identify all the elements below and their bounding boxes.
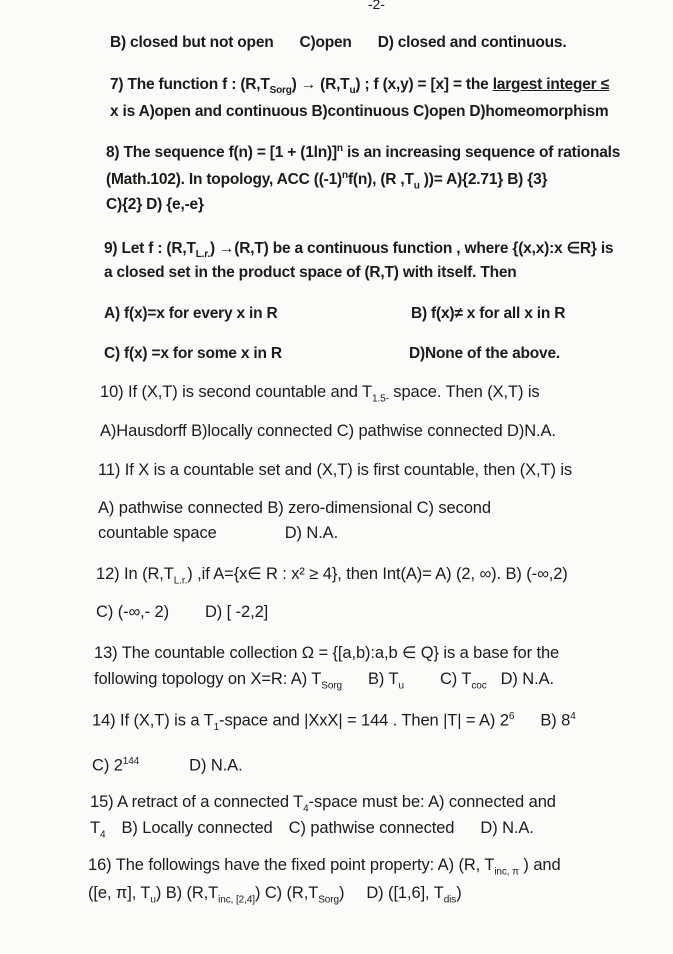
q13-line-1: 13) The countable collection Ω = {[a,b):a,b ∈ Q} is a base for the [94, 644, 560, 662]
q8-line-2: (Math.102). In topology, ACC ($(-1)^nf(n)$, (R $,T_u$ ))= A){2.71} B) {3} [106, 170, 548, 192]
q11-line-2: A) pathwise connected B) zero-dimensional C) second [98, 499, 491, 517]
q9-option-c: C) f(x) =x for some x in R [104, 345, 282, 362]
q15-line-1: 15) A retract of a connected $T_4$-space must be: A) connected and [90, 793, 556, 815]
q16-line-1: 16) The followings have the fixed point property: A) (R, $T_{inc, \pi}$ ) and [88, 856, 561, 878]
q9-option-a: A) f(x)=x for every x in R [104, 305, 278, 322]
q12-line-2: C) (-∞,- 2) D) [ -2,2] [96, 603, 269, 621]
q16-line-2: ([e, π], $T_u$) B) $(R,T_{inc, [2,4]})$ C) $(R,T_{Sorg})$ D) ([1,6], $T_{dis}$) [88, 884, 462, 906]
q14-line-2: C) $2^{144}$ D) N.A. [92, 756, 243, 775]
q11-line-3: countable space D) N.A. [98, 524, 339, 542]
q7-line-2: x is A)open and continuous B)continuous C)open D)homeomorphism [110, 103, 609, 120]
q9-option-d: D)None of the above. [409, 345, 561, 362]
q7-line-1: 7) The function f : $(R,T_{Sorg}) \to (R,T_u)$ ; f (x,y) = [x] = the largest integer ≤ [110, 76, 609, 97]
q8-line-3: C){2} D) {e,-e} [106, 196, 204, 213]
q10-line-1: 10) If (X,T) is second countable and $T_{1.5-}$ space. Then (X,T) is [100, 383, 540, 405]
q13-line-2: following topology on X=R: A) $T_{Sorg}$ B) $T_u$ C) $T_{coc}$ D) N.A. [94, 670, 554, 692]
q10-line-2: A)Hausdorff B)locally connected C) pathwise connected D)N.A. [100, 422, 556, 440]
q11-line-1: 11) If X is a countable set and (X,T) is first countable, then (X,T) is [98, 461, 573, 479]
q6-option-b: B) closed but not open [110, 34, 274, 51]
q9-option-b: B) f(x)≠ x for all x in R [411, 305, 566, 322]
q9-line-1: 9) Let f : $(R,T_{L.r.}) \to(R,T)$ be a continuous function , where {(x,x):x ∈R} is [104, 240, 614, 261]
q9-line-2: a closed set in the product space of (R,T) with itself. Then [104, 264, 517, 281]
page-number: -2- [368, 0, 385, 12]
q14-line-1: 14) If (X,T) is a $T_1$-space and |XxX| = 144 . Then |T| = A) $2^6$ B) $8^4$ [92, 711, 576, 733]
q8-line-1: 8) The sequence $f(n) = [1 + (1\ln)]^n$ is an increasing sequence of rationals [106, 143, 621, 162]
q15-line-2: $T_4$ B) Locally connected C) pathwise connected D) N.A. [90, 819, 534, 841]
q6-option-d: D) closed and continuous. [377, 34, 567, 51]
q6-option-c: C)open [299, 34, 352, 51]
q6-options [110, 34, 566, 52]
q12-line-1: 12) In $(R,T_{L.r.})$ ,if A={x∈ R : x² ≥ 4}, then Int(A)= A) (2, ∞). B) (-∞,2) [96, 565, 568, 587]
